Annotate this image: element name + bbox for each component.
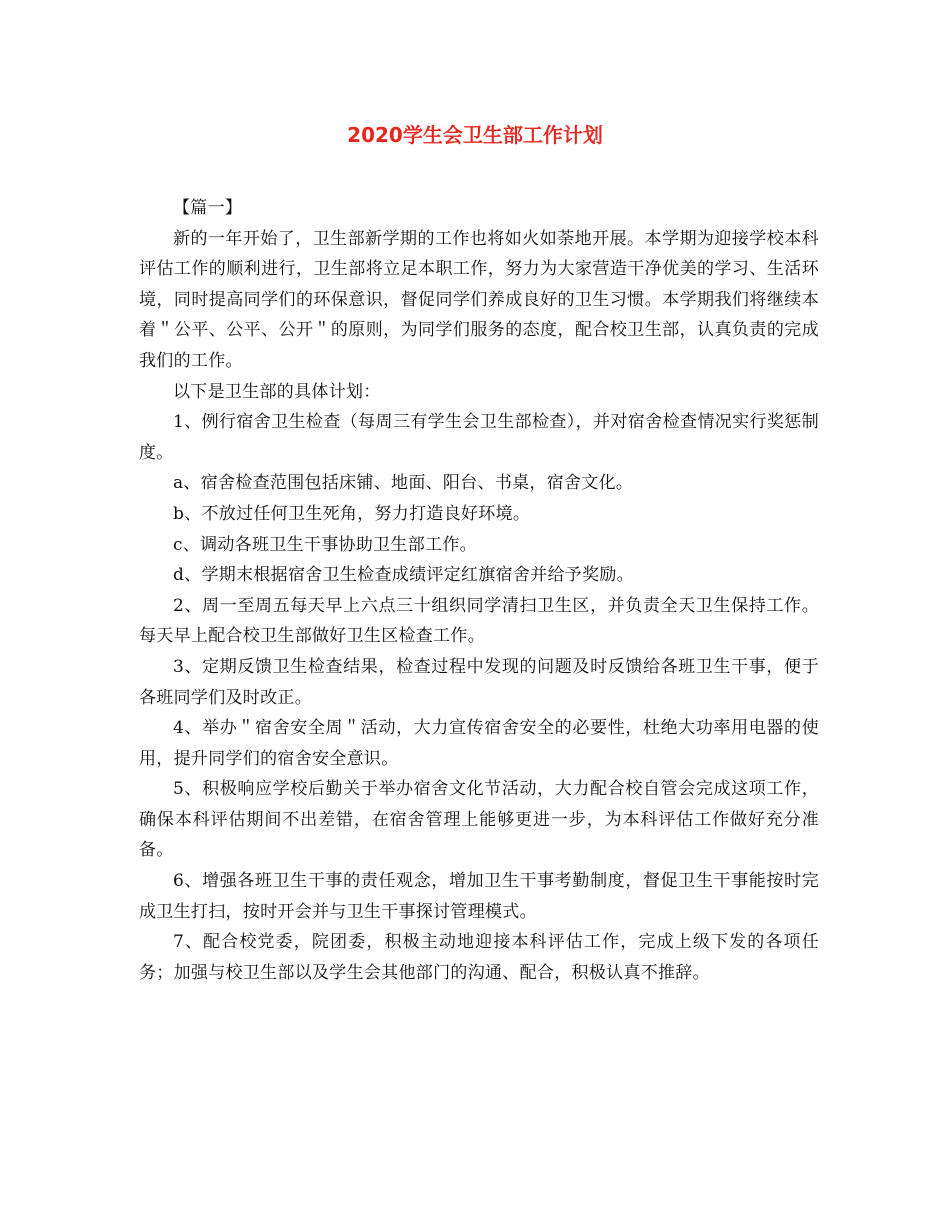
paragraph: 7、配合校党委，院团委，积极主动地迎接本科评估工作，完成上级下发的各项任务；加强与校卫生部以及学生会其他部门的沟通、配合，积极认真不推辞。 [139,932,819,983]
paragraph: a、宿舍检查范围包括床铺、地面、阳台、书桌，宿舍文化。 [173,473,634,494]
paragraph: 4、举办＂宿舍安全周＂活动，大力宣传宿舍安全的必要性，杜绝大功率用电器的使用，提升同学们的宿舍安全意识。 [139,718,819,769]
paragraph: 6、增强各班卫生干事的责任观念，增加卫生干事考勤制度，督促卫生干事能按时完成卫生打扫，按时开会并与卫生干事探讨管理模式。 [139,871,819,922]
paragraph: 新的一年开始了，卫生部新学期的工作也将如火如荼地开展。本学期为迎接学校本科评估工作的顺利进行，卫生部将立足本职工作，努力为大家营造干净优美的学习、生活环境，同时提高同学们的环保意识，督促同学们养成良好的卫生习惯。本学期我们将继续本着＂公平、公平、公开＂的原则，为同学们服务的态度，配合校卫生部，认真负责的完成我们的工作。 [139,228,819,371]
paragraph: 5、积极响应学校后勤关于举办宿舍文化节活动，大力配合校自管会完成这项工作，确保本科评估期间不出差错，在宿舍管理上能够更进一步，为本科评估工作做好充分准备。 [139,779,819,861]
paragraph: d、学期末根据宿舍卫生检查成绩评定红旗宿舍并给予奖励。 [173,565,634,586]
document-title: 2020学生会卫生部工作计划 [347,123,603,147]
paragraph: 1、例行宿舍卫生检查（每周三有学生会卫生部检查），并对宿舍检查情况实行奖惩制度。 [139,412,819,463]
paragraph: 以下是卫生部的具体计划： [173,381,381,402]
document-body [139,193,819,988]
paragraph: c、调动各班卫生干事协助卫生部工作。 [173,534,477,555]
section-heading: 【篇一】 [173,198,243,218]
paragraph: 2、周一至周五每天早上六点三十组织同学清扫卫生区，并负责全天卫生保持工作。每天早上配合校卫生部做好卫生区检查工作。 [139,595,819,647]
paragraph: b、不放过任何卫生死角，努力打造良好环境。 [173,503,531,524]
paragraph: 3、定期反馈卫生检查结果，检查过程中发现的问题及时反馈给各班卫生干事，便于各班同学们及时改正。 [139,656,819,708]
